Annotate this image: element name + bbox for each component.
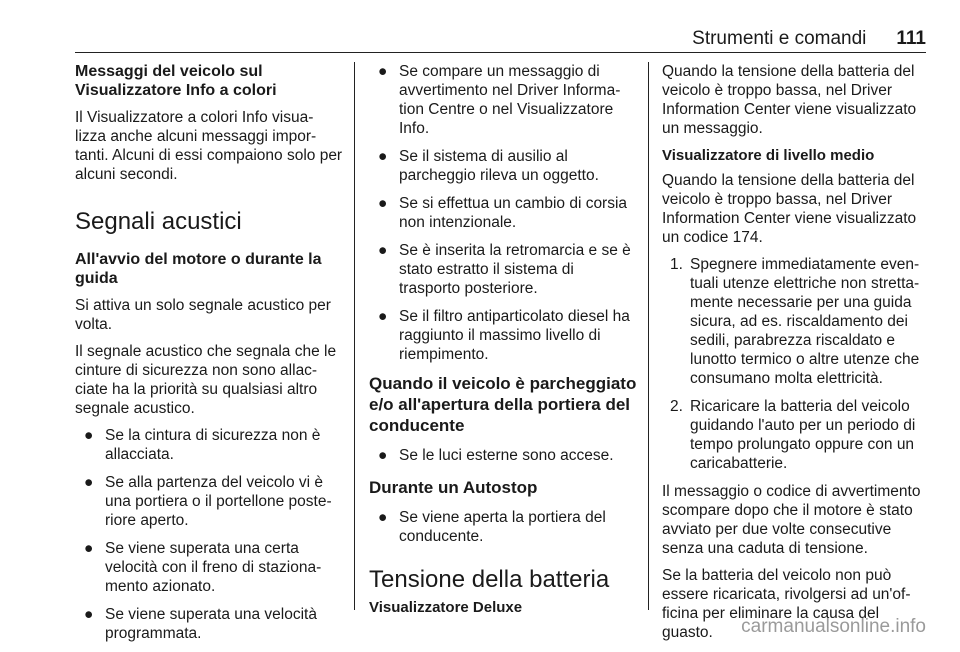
list-item — [369, 446, 637, 465]
list-item-text: Se il sistema di ausilio al parcheggio rileva un oggetto. — [399, 148, 599, 184]
list-item — [369, 241, 637, 298]
heading-autostop: Durante un Autostop — [369, 478, 538, 497]
column-2 — [369, 62, 637, 623]
step-number: 1. — [670, 256, 683, 273]
list-item-text: Se la cintura di sicurezza non è allacciata. — [105, 427, 321, 463]
numbered-steps — [662, 255, 930, 473]
list-item — [369, 194, 637, 232]
list-item — [662, 397, 930, 473]
bullet-icon: ● — [378, 63, 388, 80]
step-text: Spegnere immediatamente even-tuali utenze elettriche non stretta-mente necessarie per una guida sicura, ad es. riscaldamento dei sedili, parabrezza riscaldato e lunotto termico o altre utenze che consumano molta elettricità. — [690, 256, 920, 387]
column-3 — [662, 62, 930, 650]
list-item-text: Se compare un messaggio di avvertimento nel Driver Informa-tion Centre o nel Visualizzatore Info. — [399, 63, 621, 137]
list-item-text: Se viene aperta la portiera del conducente. — [399, 509, 606, 545]
bullet-icon: ● — [84, 606, 94, 623]
subheading-visualizzatore-deluxe: Visualizzatore Deluxe — [369, 599, 523, 616]
bullet-icon: ● — [84, 427, 94, 444]
paragraph-priorita-cinture: Il segnale acustico che segnala che le cinture di sicurezza non sono allac-ciate ha la priorità su qualsiasi altro segnale acustico. — [75, 343, 337, 417]
column-divider-1 — [354, 62, 355, 610]
list-item — [369, 147, 637, 185]
column-divider-2 — [648, 62, 649, 610]
watermark: carmanualsonline.info — [741, 616, 926, 637]
paragraph-messaggio-scompare: Il messaggio o codice di avvertimento scompare dopo che il motore è stato avviato per due volte consecutive senza una caduta di tensione. — [662, 483, 921, 557]
list-item — [75, 426, 343, 464]
paragraph-officina: Se la batteria del veicolo non può essere ricaricata, rivolgersi ad un'of-ficina per eliminare la causa del guasto. — [662, 567, 911, 641]
paragraph-messaggi: Il Visualizzatore a colori Info visua-lizza anche alcuni messaggi impor-tanti. Alcuni di essi compaiono solo per alcuni secondi. — [75, 109, 343, 183]
list-item-text: Se è inserita la retromarcia e se è stato estratto il sistema di trasporto posteriore. — [399, 242, 631, 297]
list-item-text: Se le luci esterne sono accese. — [399, 447, 614, 464]
heading-segnali-acustici: Segnali acustici — [75, 208, 242, 235]
heading-messaggi-veicolo: Messaggi del veicolo sul Visualizzatore Info a colori — [75, 63, 277, 99]
list-item-text: Se viene superata una velocità programmata. — [105, 606, 317, 642]
list-item — [369, 307, 637, 364]
list-item-text: Se il filtro antiparticolato diesel ha raggiunto il massimo livello di riempimento. — [399, 308, 630, 363]
paragraph-tensione-bassa: Quando la tensione della batteria del veicolo è troppo bassa, nel Driver Information Center viene visualizzato un messaggio. — [662, 63, 917, 137]
list-item — [369, 62, 637, 138]
bullet-icon: ● — [378, 447, 388, 464]
list-item-text: Se viene superata una certa velocità con il freno di staziona-mento azionato. — [105, 540, 322, 595]
bullet-list-avvio — [75, 426, 343, 643]
list-item-text: Se alla partenza del veicolo vi è una portiera o il portellone poste-riore aperto. — [105, 474, 332, 529]
subheading-visualizzatore-medio: Visualizzatore di livello medio — [662, 147, 875, 164]
column-1 — [75, 62, 343, 652]
bullet-icon: ● — [378, 148, 388, 165]
bullet-list-autostop — [369, 508, 637, 546]
bullet-icon: ● — [378, 308, 388, 325]
bullet-icon: ● — [378, 242, 388, 259]
bullet-icon: ● — [378, 509, 388, 526]
list-item — [75, 473, 343, 530]
heading-tensione-batteria: Tensione della batteria — [369, 566, 610, 593]
list-item — [75, 605, 343, 643]
list-item-text: Se si effettua un cambio di corsia non intenzionale. — [399, 195, 628, 231]
chapter-title: Strumenti e comandi — [692, 28, 867, 49]
heading-veicolo-parcheggiato: Quando il veicolo è parcheggiato e/o all'apertura della portiera del conducente — [369, 374, 637, 435]
list-item — [369, 508, 637, 546]
bullet-icon: ● — [378, 195, 388, 212]
step-number: 2. — [670, 398, 683, 415]
bullet-list-parcheggiato — [369, 446, 637, 465]
paragraph-segnale-unico: Si attiva un solo segnale acustico per volta. — [75, 297, 331, 333]
bullet-list-avvertimenti — [369, 62, 637, 364]
bullet-icon: ● — [84, 474, 94, 491]
list-item — [75, 539, 343, 596]
page-header — [75, 22, 926, 53]
bullet-icon: ● — [84, 540, 94, 557]
paragraph-codice-174: Quando la tensione della batteria del veicolo è troppo bassa, nel Driver Information Center viene visualizzato un codice 174. — [662, 172, 917, 246]
page-number: 111 — [896, 28, 926, 49]
step-text: Ricaricare la batteria del veicolo guidando l'auto per un periodo di tempo prolungato oppure con un caricabatterie. — [690, 398, 916, 472]
heading-avvio-motore: All'avvio del motore o durante la guida — [75, 251, 322, 287]
list-item — [662, 255, 930, 388]
